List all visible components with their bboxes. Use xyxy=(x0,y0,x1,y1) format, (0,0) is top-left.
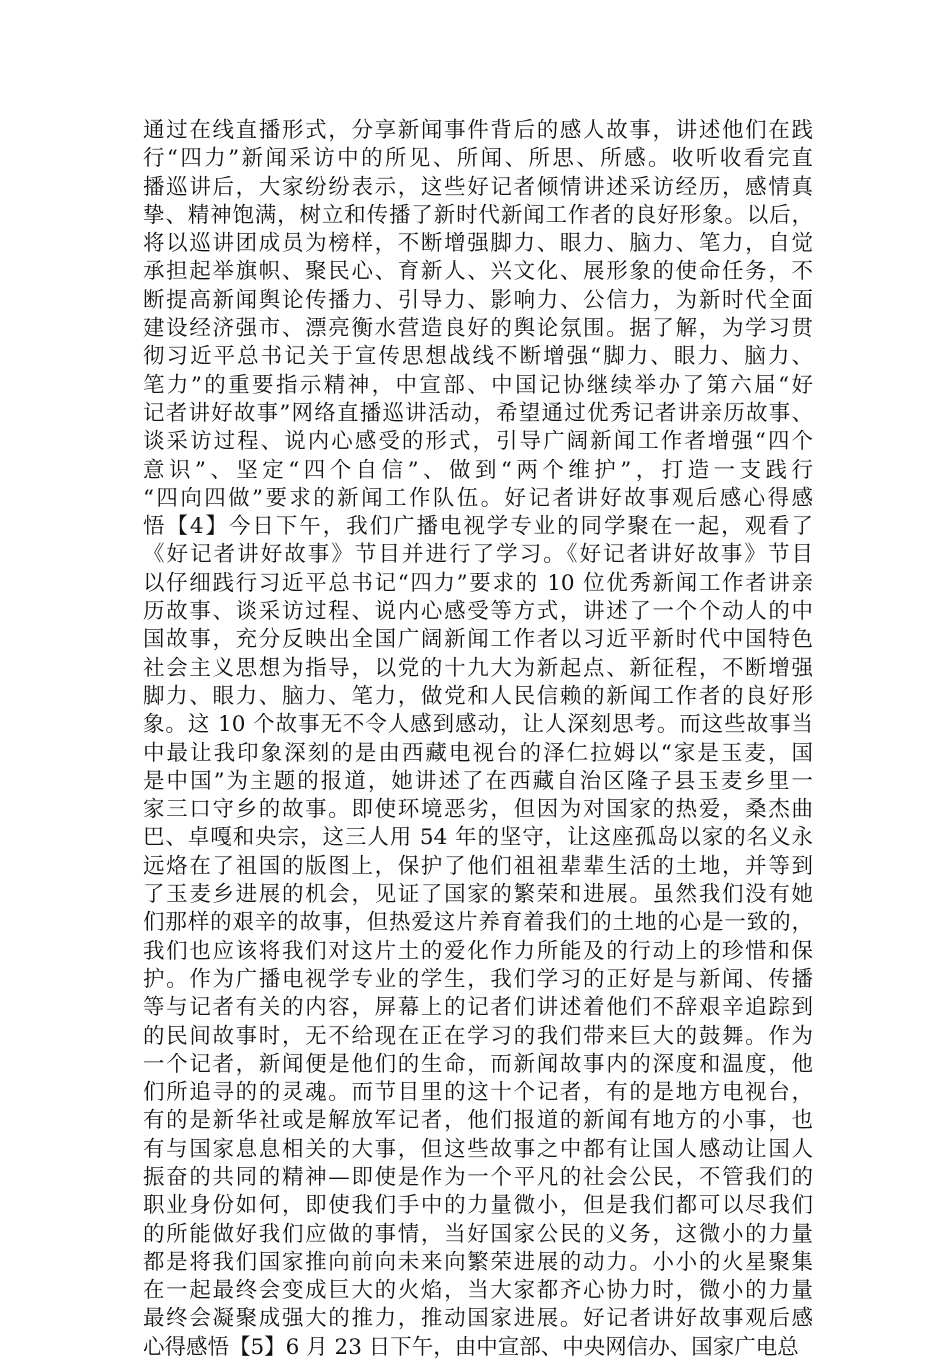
text-line: 将以巡讲团成员为榜样，不断增强脚力、眼力、脑力、笔力，自觉 xyxy=(143,231,813,257)
body-text xyxy=(143,117,813,1362)
text-line: 的所能做好我们应做的事情，当好国家公民的义务，这微小的力量 xyxy=(143,1221,813,1247)
text-line: 们所追寻的的灵魂。而节目里的这十个记者，有的是地方电视台， xyxy=(143,1080,813,1106)
text-line: 我们也应该将我们对这片土的爱化作力所能及的行动上的珍惜和保 xyxy=(143,938,813,964)
text-line: 播巡讲后，大家纷纷表示，这些好记者倾情讲述采访经历，感情真 xyxy=(143,174,813,200)
text-line: 职业身份如何，即使我们手中的力量微小，但是我们都可以尽我们 xyxy=(143,1193,813,1219)
text-line: 的民间故事时，无不给现在正在学习的我们带来巨大的鼓舞。作为 xyxy=(143,1023,813,1049)
text-line: 家三口守乡的故事。即使环境恶劣，但因为对国家的热爱，桑杰曲 xyxy=(143,797,813,823)
text-line: 最终会凝聚成强大的推力，推动国家进展。好记者讲好故事观后感 xyxy=(143,1306,813,1332)
text-line: 悟【4】今日下午，我们广播电视学专业的同学聚在一起，观看了 xyxy=(143,514,813,540)
text-line: 《好记者讲好故事》节目并进行了学习。《好记者讲好故事》节目 xyxy=(143,542,813,568)
text-line: 以仔细践行习近平总书记“四力”要求的 10 位优秀新闻工作者讲亲 xyxy=(143,570,813,596)
text-line: “四向四做”要求的新闻工作队伍。好记者讲好故事观后感心得感 xyxy=(143,485,813,511)
text-line: 断提高新闻舆论传播力、引导力、影响力、公信力，为新时代全面 xyxy=(143,287,813,313)
text-line: 谈采访过程、说内心感受的形式，引导广阔新闻工作者增强“四个 xyxy=(143,429,813,455)
text-line: 心得感悟【5】6 月 23 日下午，由中宣部、中央网信办、国家广电总 xyxy=(143,1334,799,1360)
text-line: 建设经济强市、漂亮衡水营造良好的舆论氛围。据了解，为学习贯 xyxy=(143,316,813,342)
text-line: 脚力、眼力、脑力、笔力，做党和人民信赖的新闻工作者的良好形 xyxy=(143,683,813,709)
text-line: 是中国”为主题的报道，她讲述了在西藏自治区隆子县玉麦乡里一 xyxy=(143,768,813,794)
text-line: 一个记者，新闻便是他们的生命，而新闻故事内的深度和温度，他 xyxy=(143,1051,813,1077)
text-line: 巴、卓嘎和央宗，这三人用 54 年的坚守，让这座孤岛以家的名义永 xyxy=(143,825,813,851)
text-line: 社会主义思想为指导，以党的十九大为新起点、新征程，不断增强 xyxy=(143,655,813,681)
text-line: 在一起最终会变成巨大的火焰，当大家都齐心协力时，微小的力量 xyxy=(143,1278,813,1304)
text-line: 都是将我们国家推向前向未来向繁荣进展的动力。小小的火星聚集 xyxy=(143,1249,813,1275)
text-line: 笔力”的重要指示精神，中宣部、中国记协继续举办了第六届“好 xyxy=(143,372,813,398)
text-line: 通过在线直播形式，分享新闻事件背后的感人故事，讲述他们在践 xyxy=(143,118,813,143)
text-line: 振奋的共同的精神—即使是作为一个平凡的社会公民，不管我们的 xyxy=(143,1164,813,1190)
text-line: 远烙在了祖国的版图上，保护了他们祖祖辈辈生活的土地，并等到 xyxy=(143,853,813,879)
text-line: 了玉麦乡进展的机会，见证了国家的繁荣和进展。虽然我们没有她 xyxy=(143,882,813,908)
text-line: 意识”、坚定“四个自信”、做到“两个维护”，打造一支践行 xyxy=(143,457,813,483)
text-line: 有的是新华社或是解放军记者，他们报道的新闻有地方的小事，也 xyxy=(143,1108,813,1134)
text-line: 们那样的艰辛的故事，但热爱这片养育着我们的土地的心是一致的， xyxy=(143,910,813,936)
text-line: 护。作为广播电视学专业的学生，我们学习的正好是与新闻、传播 xyxy=(143,966,813,992)
text-line: 等与记者有关的内容，屏幕上的记者们讲述着他们不辞艰辛追踪到 xyxy=(143,995,813,1021)
text-line: 历故事、谈采访过程、说内心感受等方式，讲述了一个个动人的中 xyxy=(143,599,813,625)
text-line: 彻习近平总书记关于宣传思想战线不断增强“脚力、眼力、脑力、 xyxy=(143,344,813,370)
text-line: 中最让我印象深刻的是由西藏电视台的泽仁拉姆以“家是玉麦，国 xyxy=(143,740,813,766)
text-line: 有与国家息息相关的大事，但这些故事之中都有让国人感动让国人 xyxy=(143,1136,813,1162)
text-line: 承担起举旗帜、聚民心、育新人、兴文化、展形象的使命任务，不 xyxy=(143,259,813,285)
text-line: 国故事，充分反映出全国广阔新闻工作者以习近平新时代中国特色 xyxy=(143,627,813,653)
text-line: 记者讲好故事”网络直播巡讲活动，希望通过优秀记者讲亲历故事、 xyxy=(143,400,813,426)
text-line: 挚、精神饱满，树立和传播了新时代新闻工作者的良好形象。以后， xyxy=(143,202,813,228)
text-line: 象。这 10 个故事无不令人感到感动，让人深刻思考。而这些故事当 xyxy=(143,712,813,738)
text-line: 行“四力”新闻采访中的所见、所闻、所思、所感。收听收看完直 xyxy=(143,146,813,172)
